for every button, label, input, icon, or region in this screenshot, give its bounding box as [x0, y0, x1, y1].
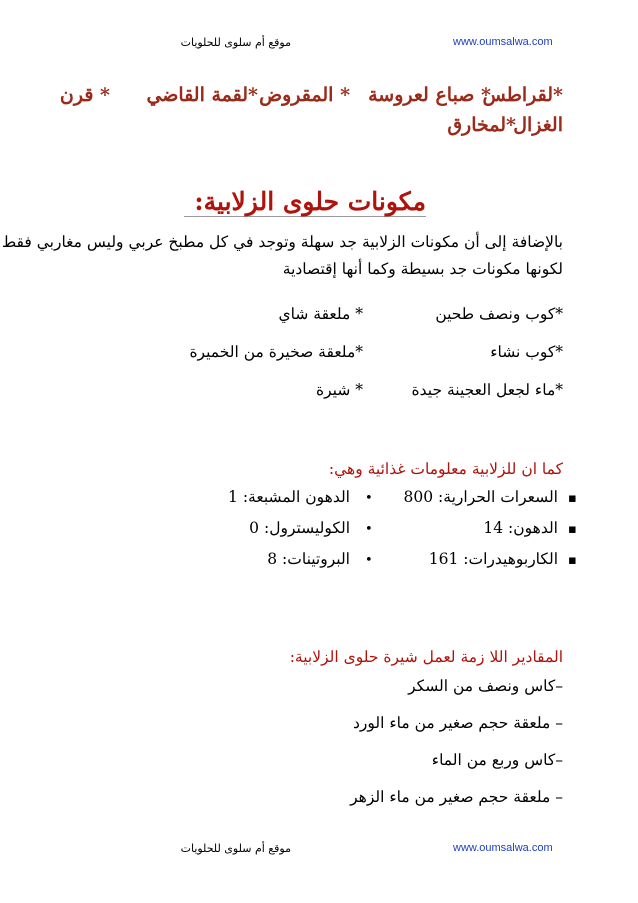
intro-line: بالإضافة إلى أن مكونات الزلابية جد سهلة وتوجد في كل مطبخ عربي وليس مغاربي فقط [1, 233, 563, 251]
syrup-item: – ملعقة حجم صغير من ماء الورد [353, 714, 563, 732]
syrup-item: –كاس ونصف من السكر [408, 677, 563, 695]
nutrition-value: البروتينات: 8 [267, 550, 350, 568]
top-list-item: * قرن [59, 84, 110, 106]
top-list-item: * صباع لعروسة [368, 84, 491, 106]
bullet-marker: • [365, 553, 373, 568]
footer-url-link[interactable]: www.oumsalwa.com [453, 842, 553, 854]
top-list-item: *لقمة القاضي [146, 84, 258, 106]
top-list-item: * المقروض [259, 84, 350, 106]
ingredient-item: *كوب نشاء [490, 343, 563, 361]
ingredient-item: *ماء لجعل العجينة جيدة [411, 381, 563, 399]
bullet-marker: • [365, 522, 373, 537]
syrup-heading: المقادير اللا زمة لعمل شيرة حلوى الزلابية: [289, 648, 563, 666]
bullet-marker: • [365, 491, 373, 506]
top-list-item: *لقراطس [482, 84, 563, 106]
bullet-marker: ▪ [568, 491, 577, 506]
nutrition-heading: كما ان للزلابية معلومات غذائية وهي: [328, 460, 563, 478]
header-url-link[interactable]: www.oumsalwa.com [453, 36, 553, 48]
section-title: مكونات حلوى الزلابية: [184, 187, 426, 217]
syrup-item: – ملعقة حجم صغير من ماء الزهر [350, 788, 563, 806]
ingredient-item: *كوب ونصف طحين [435, 305, 563, 323]
nutrition-value: الكوليسترول: 0 [249, 519, 350, 537]
top-list-item: *لمخارق [447, 114, 516, 136]
syrup-item: –كاس وربع من الماء [431, 751, 563, 769]
bullet-marker: ▪ [568, 553, 577, 568]
top-list-item: الغزال [513, 114, 563, 136]
header-site-name: موقع أم سلوى للحلويات [180, 36, 291, 49]
ingredient-item: * شيرة [315, 381, 363, 399]
footer-site-name: موقع أم سلوى للحلويات [180, 842, 291, 855]
bullet-marker: ▪ [568, 522, 577, 537]
nutrition-value: الكاربوهيدرات: 161 [428, 550, 558, 568]
ingredient-item: * ملعقة شاي [278, 305, 363, 323]
ingredient-item: *ملعقة صخيرة من الخميرة [189, 343, 363, 361]
nutrition-value: الدهون: 14 [483, 519, 558, 537]
intro-line: لكونها مكونات جد بسيطة وكما أنها إقتصادية [282, 260, 563, 278]
nutrition-value: السعرات الحرارية: 800 [403, 488, 558, 506]
nutrition-value: الدهون المشبعة: 1 [228, 488, 350, 506]
